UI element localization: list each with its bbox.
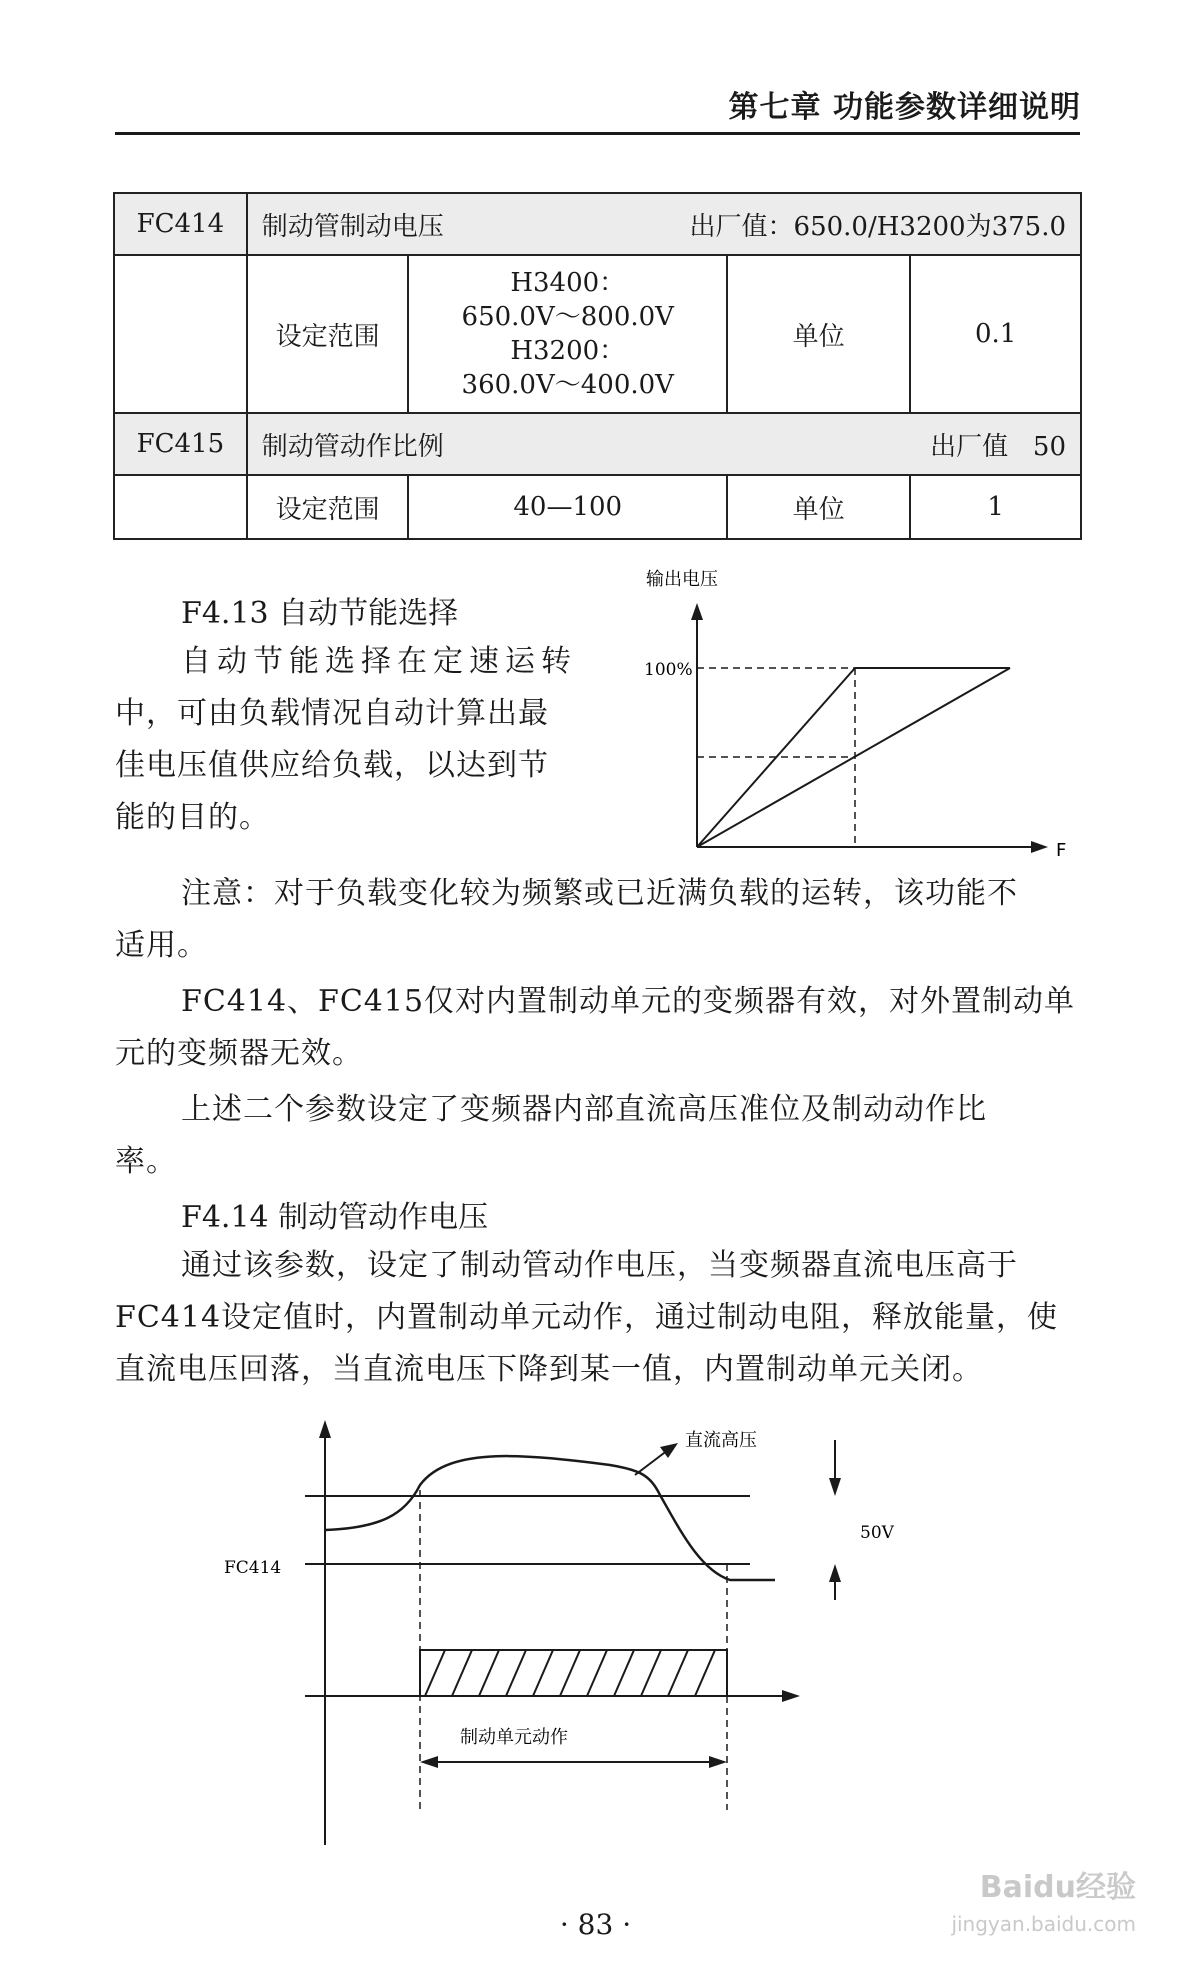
params-desc-paragraph: [115, 1084, 1080, 1188]
table-row-fc415: [114, 413, 1081, 475]
watermark-text: Baidu经验: [979, 1870, 1136, 1905]
text-line: 中，可由负载情况自动计算出最: [115, 696, 549, 731]
section-f414-body: [115, 1240, 1080, 1396]
brake-action-diagram: [220, 1410, 940, 1850]
param-name: 制动管动作比例: [261, 431, 444, 462]
curve-pointer-line: [635, 1450, 668, 1475]
x-axis-arrow-icon: [1031, 841, 1048, 853]
empty-cell: [114, 255, 247, 413]
x-axis-label: F: [1056, 840, 1067, 861]
text-line: FC414设定值时，内置制动单元动作，通过制动电阻，释放能量，使: [115, 1300, 1059, 1335]
action-label: 制动单元动作: [460, 1727, 568, 1748]
section-heading-f413: F4.13 自动节能选择: [181, 596, 459, 631]
param-code: FC414: [114, 193, 247, 255]
text-line: 适用。: [115, 928, 208, 963]
unit-label: 单位: [727, 475, 910, 539]
param-default: [930, 426, 1066, 463]
text-line: 通过该参数，设定了制动管动作电压，当变频器直流电压高于: [181, 1248, 1018, 1283]
y-tick-100: 100%: [644, 660, 693, 680]
text-line: 自动节能选择在定速运转: [181, 644, 577, 679]
chapter-title: 第七章 功能参数详细说明: [728, 90, 1081, 125]
range-line: H3400：: [510, 268, 626, 298]
range-label: 设定范围: [247, 475, 409, 539]
duration-left-arrow-icon: [420, 1756, 438, 1768]
text-line: 率。: [115, 1144, 177, 1179]
delta-label: 50V: [860, 1523, 894, 1543]
unit-value: 1: [910, 475, 1081, 539]
dim-up-arrow-icon: [829, 1564, 841, 1582]
duration-right-arrow-icon: [709, 1756, 727, 1768]
threshold-label: FC414: [224, 1558, 282, 1578]
section-f413-body: [115, 636, 615, 844]
fc-valid-paragraph: [115, 976, 1080, 1080]
param-title-cell: [247, 413, 1081, 475]
range-line: 360.0V～400.0V: [461, 370, 674, 400]
param-name: 制动管制动电压: [261, 211, 444, 242]
table-row-fc415-range: [114, 475, 1081, 539]
table-row-fc414: [114, 193, 1081, 255]
text-line: 能的目的。: [115, 800, 270, 835]
unit-label: 单位: [727, 255, 910, 413]
text-line: 直流电压回落，当直流电压下降到某一值，内置制动单元关闭。: [115, 1352, 983, 1387]
y-axis-arrow-icon: [691, 603, 703, 620]
param-title-cell: [247, 193, 1081, 255]
dim-down-arrow-icon: [829, 1478, 841, 1496]
y-axis-arrow-icon: [319, 1420, 331, 1438]
header-rule: [115, 132, 1080, 135]
text-line: FC414、FC415仅对内置制动单元的变频器有效，对外置制动单: [181, 984, 1076, 1019]
range-label: 设定范围: [247, 255, 409, 413]
page-number: · 83 ·: [559, 1908, 632, 1941]
hatch-lines: [425, 1650, 715, 1696]
brake-action-block: [420, 1650, 727, 1696]
param-default-value: 50: [1032, 431, 1066, 462]
watermark: [951, 1862, 1136, 1936]
text-line: 元的变频器无效。: [115, 1036, 363, 1071]
y-axis-label: 输出电压: [646, 569, 718, 590]
unit-value: 0.1: [910, 255, 1081, 413]
text-line: 上述二个参数设定了变频器内部直流高压准位及制动动作比: [181, 1092, 987, 1127]
range-value: 40—100: [408, 475, 727, 539]
range-value: [408, 255, 727, 413]
dc-voltage-curve: [325, 1456, 775, 1580]
param-default-label: 出厂值: [930, 431, 1009, 462]
curve-label: 直流高压: [685, 1430, 757, 1451]
param-default: 出厂值：650.0/H3200为375.0: [689, 211, 1066, 242]
parameter-table: [113, 192, 1082, 540]
text-line: 佳电压值供应给负载，以达到节: [115, 748, 549, 783]
watermark-url: jingyan.baidu.com: [951, 1912, 1136, 1936]
table-row-fc414-range: [114, 255, 1081, 413]
curve-pointer-arrow-icon: [660, 1443, 678, 1458]
note-paragraph: [115, 868, 1080, 972]
empty-cell: [114, 475, 247, 539]
time-axis-arrow-icon: [782, 1690, 800, 1702]
energy-saving-chart: [620, 565, 1080, 865]
range-line: 650.0V～800.0V: [461, 302, 674, 332]
text-line: 注意：对于负载变化较为频繁或已近满负载的运转，该功能不: [181, 876, 1018, 911]
param-code: FC415: [114, 413, 247, 475]
range-line: H3200：: [510, 336, 626, 366]
section-heading-f414: F4.14 制动管动作电压: [181, 1200, 489, 1235]
